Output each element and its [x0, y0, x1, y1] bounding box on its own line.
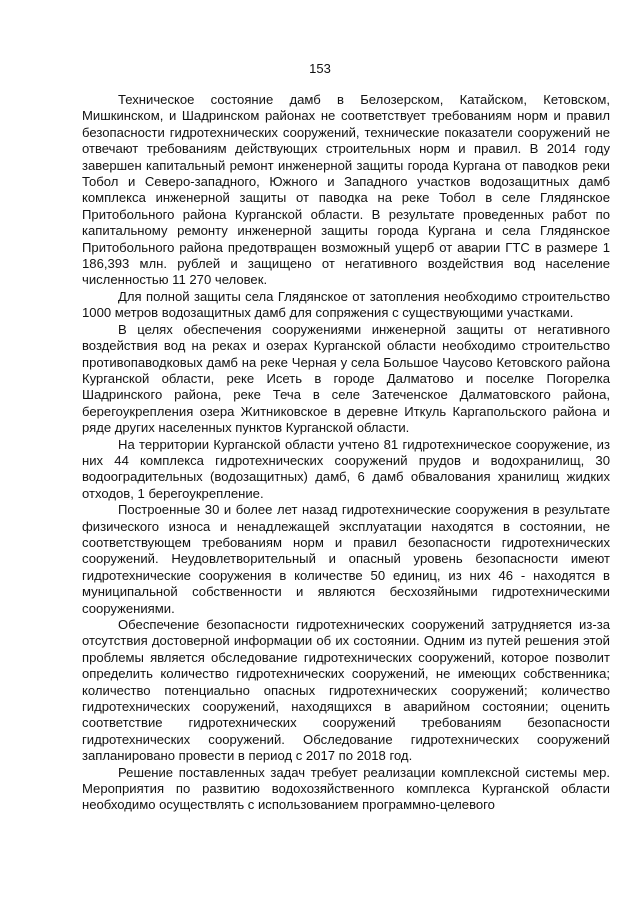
page-number: 153 [309, 61, 331, 76]
paragraph-safety-survey: Обеспечение безопасности гидротехнических сооружений затрудняется из-за отсутствия достоверной информации об их состоянии. Одним из путей решения этой проблемы является обследование гидротехнических сооружений, которое позволит определить количество гидротехнических сооружений, не имеющих собственника; количество потенциально опасных гидротехнических сооружений; количество гидротехнических сооружений, находящихся в аварийном состоянии; оценить соответствие гидротехнических сооружений требованиям безопасности гидротехнических сооружений. Обследование гидротехнических сооружений запланировано провести в период с 2017 по 2018 год. [82, 617, 610, 764]
paragraph-complex-measures: Решение поставленных задач требует реализации комплексной системы мер. Мероприятия по развитию водохозяйственного комплекса Курганской области необходимо осуществлять с использованием программно-целевого [82, 764, 610, 813]
document-body [82, 92, 610, 814]
paragraph-dam-condition: Техническое состояние дамб в Белозерском, Катайском, Кетовском, Мишкинском, и Шадринском районах не соответствует требованиям норм и правил безопасности гидротехнических сооружений, технические показатели сооружений не отвечают требованиям действующих строительных норм и правил. В 2014 году завершен капитальный ремонт инженерной защиты города Кургана от паводков реки Тобол и Северо-западного, Южного и Западного участков водозащитных дамб комплекса инженерной защиты от паводка на реке Тобол в селе Глядянское Притобольного района Курганской области. В результате проведенных работ по капитальному ремонту инженерной защиты города Кургана и села Глядянское Притобольного района предотвращен возможный ущерб от аварии ГТС в размере 1 186,393 млн. рублей и защищено от негативного воздействия вод население численностью 11 270 человек. [82, 92, 610, 288]
paragraph-glyadyanskoe-protection: Для полной защиты села Глядянское от затопления необходимо строительство 1000 метров водозащитных дамб для сопряжения с существующими участками. [82, 288, 610, 321]
paragraph-hydraulic-structures-count: На территории Курганской области учтено 81 гидротехническое сооружение, из них 44 комплекса гидротехнических сооружений прудов и водохранилищ, 30 водооградительных (водозащитных) дамб, 6 дамб обвалования хранилищ жидких отходов, 1 берегоукрепление. [82, 436, 610, 501]
paragraph-flood-dams-construction: В целях обеспечения сооружениями инженерной защиты от негативного воздействия вод на реках и озерах Курганской области необходимо строительство противопаводковых дамб на реке Черная у села Большое Чаусово Кетовского района Курганской области, реке Исеть в городе Далматово и поселке Погорелка Шадринского района, реке Теча в селе Затеченское Далматовского района, берегоукрепления озера Житниковское в деревне Иткуль Каргапольского района и ряде других населенных пунктов Курганской области. [82, 321, 610, 436]
paragraph-structures-wear: Построенные 30 и более лет назад гидротехнические сооружения в результате физического износа и ненадлежащей эксплуатации находятся в состоянии, не соответствующем требованиям норм и правил безопасности гидротехнических сооружений. Неудовлетворительный и опасный уровень безопасности имеют гидротехнические сооружения в количестве 50 единиц, из них 46 - находятся в муниципальной собственности и являются бесхозяйными гидротехническими сооружениями. [82, 502, 610, 616]
